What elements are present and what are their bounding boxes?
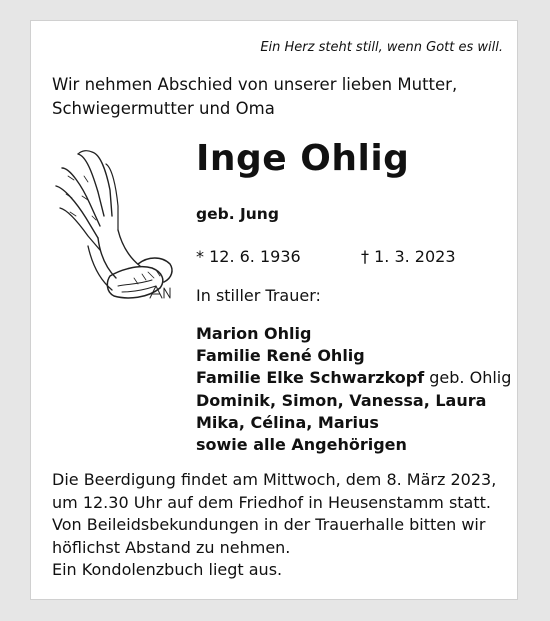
mourner-name: Familie René Ohlig	[196, 346, 365, 366]
funeral-notice	[52, 469, 496, 582]
funeral-line: um 12.30 Uhr auf dem Friedhof in Heusenstamm statt.	[52, 492, 491, 512]
mourner-list	[196, 323, 511, 456]
mourner-entry	[196, 323, 511, 345]
mourner-suffix: geb. Ohlig	[424, 368, 512, 388]
funeral-line: Von Beileidsbekundungen in der Trauerhalle bitten wir	[52, 515, 486, 535]
praying-hands-icon	[48, 146, 178, 311]
funeral-line: Die Beerdigung findet am Mittwoch, dem 8. März 2023,	[52, 470, 497, 489]
mourner-name: Mika, Célina, Marius	[196, 412, 379, 432]
mourning-label: In stiller Trauer:	[196, 286, 321, 305]
mourner-name: Dominik, Simon, Vanessa, Laura	[196, 390, 487, 410]
death-date: † 1. 3. 2023	[361, 247, 456, 266]
birth-date: * 12. 6. 1936	[196, 247, 301, 266]
intro-line: Wir nehmen Abschied von unserer lieben Mutter,	[52, 75, 458, 94]
intro-text	[52, 73, 502, 121]
obituary-card	[30, 20, 518, 600]
intro-line: Schwiegermutter und Oma	[52, 99, 275, 118]
mourner-name: Familie Elke Schwarzkopf	[196, 368, 425, 388]
mourner-name: Marion Ohlig	[196, 324, 312, 343]
mourner-entry	[196, 390, 511, 412]
mourner-name: sowie alle Angehörigen	[196, 435, 407, 455]
funeral-line: Ein Kondolenzbuch liegt aus.	[52, 560, 283, 580]
mourner-entry	[196, 345, 511, 367]
maiden-name: geb. Jung	[196, 205, 279, 223]
mourner-entry	[196, 412, 511, 434]
deceased-name: Inge Ohlig	[196, 138, 410, 179]
motto: Ein Herz steht still, wenn Gott es will.	[260, 40, 503, 55]
mourner-entry	[196, 434, 511, 456]
funeral-line: höflichst Abstand zu nehmen.	[52, 537, 291, 557]
mourner-entry	[196, 367, 511, 389]
